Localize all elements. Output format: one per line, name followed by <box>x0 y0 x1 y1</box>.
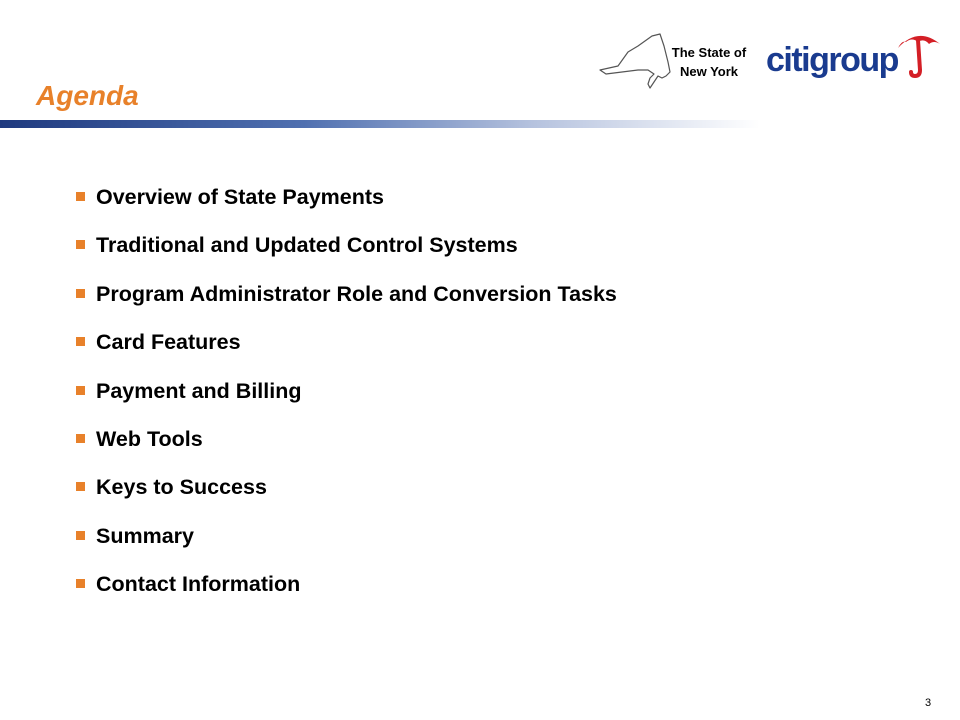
square-bullet-icon <box>76 579 85 588</box>
agenda-item-label: Card Features <box>96 330 241 355</box>
agenda-item-label: Web Tools <box>96 426 203 451</box>
agenda-item-label: Keys to Success <box>96 475 267 500</box>
agenda-item-label: Program Administrator Role and Conversion Tasks <box>96 281 617 306</box>
agenda-item-contact-information <box>76 570 617 618</box>
page-number: 3 <box>925 697 932 709</box>
agenda-item-keys-to-success <box>76 473 617 521</box>
red-umbrella-icon <box>894 28 944 80</box>
state-label-line2: New York <box>679 64 739 79</box>
agenda-item-label: Contact Information <box>96 572 301 597</box>
square-bullet-icon <box>76 240 85 249</box>
agenda-item-card-features <box>76 328 617 376</box>
state-label <box>654 43 764 81</box>
square-bullet-icon <box>76 289 85 298</box>
agenda-item-label: Traditional and Updated Control Systems <box>96 233 518 258</box>
agenda-item-label: Overview of State Payments <box>96 185 384 209</box>
agenda-item-overview <box>76 183 617 231</box>
state-label-line1: The State of <box>671 45 747 60</box>
agenda-list <box>76 183 617 619</box>
brand-name: citigroup <box>766 41 898 79</box>
square-bullet-icon <box>76 386 85 395</box>
agenda-item-payment-billing <box>76 377 617 425</box>
agenda-item-label: Summary <box>96 523 194 548</box>
square-bullet-icon <box>76 337 85 346</box>
agenda-item-web-tools <box>76 425 617 473</box>
citigroup-logo <box>766 28 946 84</box>
square-bullet-icon <box>76 531 85 540</box>
title-underline-rule <box>0 120 760 128</box>
square-bullet-icon <box>76 192 85 201</box>
square-bullet-icon <box>76 434 85 443</box>
agenda-item-label: Payment and Billing <box>96 378 302 403</box>
square-bullet-icon <box>76 482 85 491</box>
slide-title: Agenda <box>36 80 139 111</box>
agenda-item-control-systems <box>76 231 617 279</box>
agenda-item-program-administrator <box>76 280 617 328</box>
agenda-item-summary <box>76 522 617 570</box>
